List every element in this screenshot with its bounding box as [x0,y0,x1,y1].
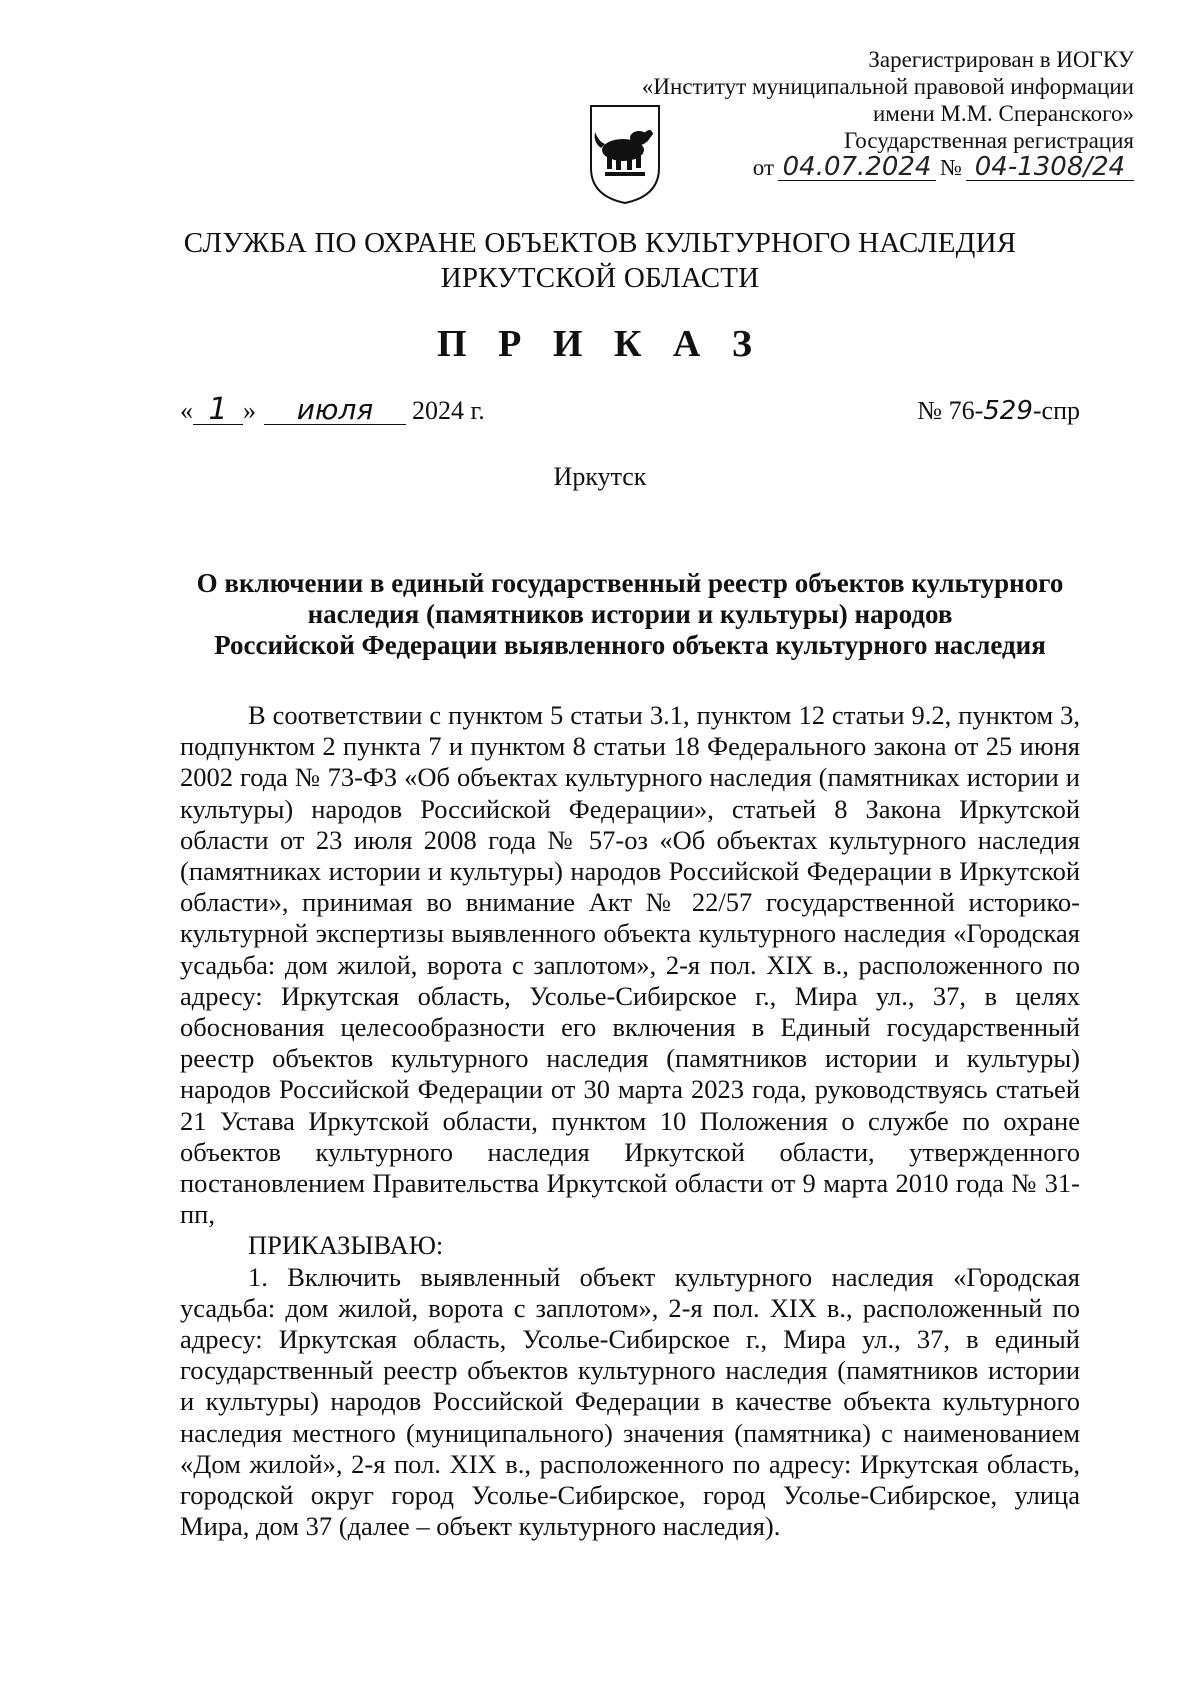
registration-line-1: Зарегистрирован в ИОГКУ [868,47,1134,72]
agency-name-line-1: СЛУЖБА ПО ОХРАНЕ ОБЪЕКТОВ КУЛЬТУРНОГО НАСЛЕДИЯ [183,227,1017,259]
order-day: 1 [193,396,243,425]
order-preamble: В соответствии с пунктом 5 статьи 3.1, пунктом 12 статьи 9.2, пунктом 3, подпунктом 2 пункта 7 и пунктом 8 статьи 18 Федерального закона от 25 июня 2002 года № 73-ФЗ «Об объектах культурного наследия (памятниках истории и культуры) народов Российской Федерации», статьей 8 Закона Иркутской области от 23 июля 2008 года № 57-оз «Об объектах культурного наследия (памятниках истории и культуры) народов Российской Федерации в Иркутской области», принимая во внимание Акт № 22/57 государственной историко-культурной экспертизы выявленного объекта культурного наследия «Городская усадьба: дом жилой, ворота с заплотом», 2-я пол. XIX в., расположенного по адресу: Иркутская область, Усолье-Сибирское г., Мира ул., 37, в целях обоснования целесообразности его включения в Единый государственный реестр объектов культурного наследия (памятников истории и культуры) народов Российской Федерации от 30 марта 2023 года, руководствуясь статьей 21 Устава Иркутской области, пунктом 10 Положения о службе по охране объектов культурного наследия Иркутской области, утвержденного постановлением Правительства Иркутской области от 9 марта 2010 года № 31-пп, [180,700,1080,1230]
order-body [180,700,1080,1542]
order-number-value: 529 [983,396,1033,426]
registration-date: 04.07.2024 [778,154,936,181]
document-type-title: П Р И К А З [437,323,763,365]
order-subject-line-2: наследия (памятников истории и культуры) народов [307,599,953,629]
order-number [917,396,1080,426]
irkutsk-coat-of-arms-icon [587,102,663,206]
registration-from-label: от [752,155,775,180]
order-date [180,392,485,427]
order-directive-word: ПРИКАЗЫВАЮ: [248,1230,444,1261]
date-open-quote: « [180,396,193,425]
agency-name-line-2: ИРКУТСКОЙ ОБЛАСТИ [440,262,760,294]
order-date-number-row [180,392,1080,436]
order-number-prefix: № 76- [917,396,984,425]
registration-line-2: «Институт муниципальной правовой информации [641,74,1134,99]
registration-date-number [614,154,1134,181]
order-item-1: 1. Включить выявленный объект культурного наследия «Городская усадьба: дом жилой, ворота с заплотом», 2-я пол. XIX в., расположенный по адресу: Иркутская область, Усолье-Сибирское г., Мира ул., 37, в единый государственный реестр объектов культурного наследия (памятников истории и культуры) народов Российской Федерации в качестве объекта культурного наследия местного (муниципального) значения (памятника) с наименованием «Дом жилой», 2-я пол. XIX в., расположенного по адресу: Иркутская область, городской округ город Усолье-Сибирское, город Усолье-Сибирское, улица Мира, дом 37 (далее – объект культурного наследия). [180,1261,1080,1542]
registration-number: 04-1308/24 [966,154,1134,181]
registration-line-4: Государственная регистрация [844,128,1134,153]
order-city: Иркутск [553,462,647,491]
date-close-quote: » [243,396,256,425]
order-subject [180,568,1080,661]
order-subject-line-3: Российской Федерации выявленного объекта культурного наследия [214,630,1046,660]
order-year: 2024 г. [412,396,485,425]
order-number-suffix: -спр [1032,396,1080,425]
registration-number-sign: № [940,155,962,180]
registration-line-3: имени М.М. Сперанского» [872,101,1134,126]
order-subject-line-1: О включении в единый государственный реестр объектов культурного [196,568,1064,598]
registration-stamp [614,46,1134,181]
order-month: июля [264,396,406,425]
agency-name [0,226,1200,296]
